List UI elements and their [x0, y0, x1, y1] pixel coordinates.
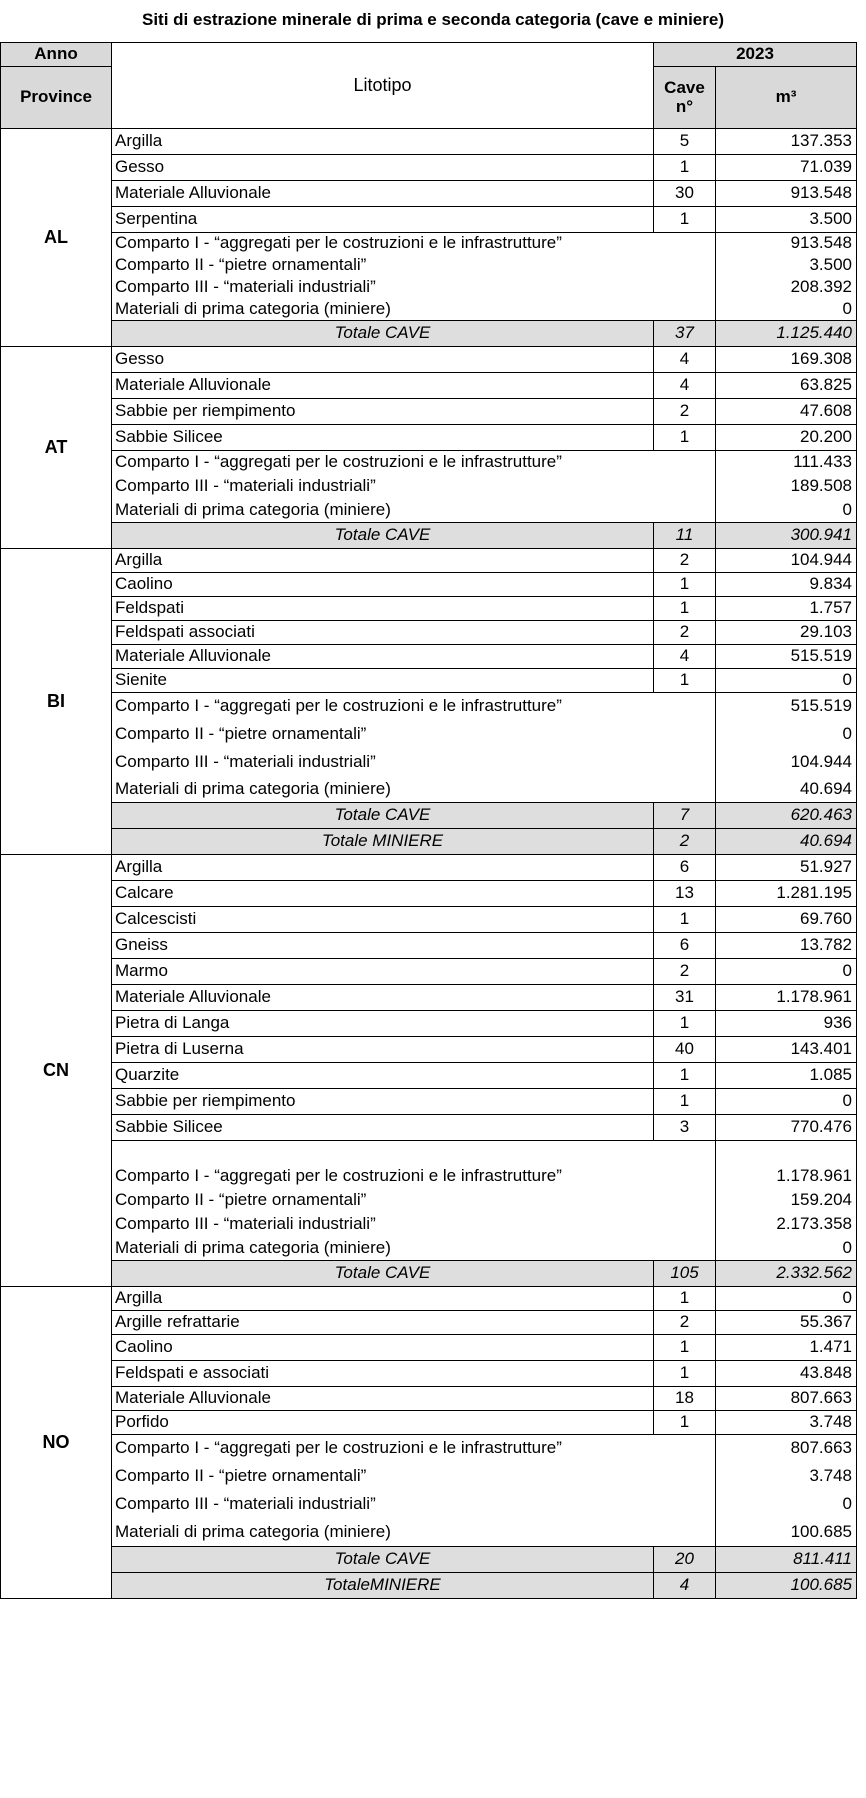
- litotipo-cell: Comparto III - “materiali industriali”: [112, 1491, 716, 1519]
- litotipo-cell: Calcare: [112, 881, 654, 907]
- litotipo-cell: Gneiss: [112, 933, 654, 959]
- cave-count-cell: 3: [654, 1115, 716, 1141]
- volume-cell: 1.757: [716, 597, 857, 621]
- volume-cell: 0: [716, 1491, 857, 1519]
- litotipo-cell: Materiali di prima categoria (miniere): [112, 1237, 716, 1261]
- volume-cell: 913.548: [716, 181, 857, 207]
- litotipo-cell: Comparto III - “materiali industriali”: [112, 1213, 716, 1237]
- total-volume: 620.463: [716, 803, 857, 829]
- litotipo-cell: Calcescisti: [112, 907, 654, 933]
- volume-cell: 20.200: [716, 425, 857, 451]
- volume-cell: 807.663: [716, 1387, 857, 1411]
- volume-cell: 3.500: [716, 255, 857, 277]
- volume-cell: 13.782: [716, 933, 857, 959]
- table-row: [1, 1237, 857, 1261]
- cave-count-cell: 2: [654, 1311, 716, 1335]
- volume-cell: 1.178.961: [716, 985, 857, 1011]
- litotipo-cell: Materiali di prima categoria (miniere): [112, 499, 716, 523]
- table-row: [1, 399, 857, 425]
- table-row: [1, 1089, 857, 1115]
- volume-cell: 807.663: [716, 1435, 857, 1463]
- total-count: 11: [654, 523, 716, 549]
- litotipo-cell: Caolino: [112, 573, 654, 597]
- table-row: [1, 933, 857, 959]
- volume-cell: 0: [716, 721, 857, 749]
- volume-cell: 770.476: [716, 1115, 857, 1141]
- total-volume: 811.411: [716, 1547, 857, 1573]
- cave-count-cell: 2: [654, 399, 716, 425]
- table-row: [1, 645, 857, 669]
- total-row: [1, 1573, 857, 1599]
- litotipo-cell: Comparto I - “aggregati per le costruzioni e le infrastrutture”: [112, 451, 716, 475]
- litotipo-cell: Comparto I - “aggregati per le costruzioni e le infrastrutture”: [112, 1165, 716, 1189]
- table-row: [1, 1063, 857, 1089]
- litotipo-cell: Gesso: [112, 347, 654, 373]
- table-row: [1, 1335, 857, 1361]
- litotipo-cell: Sabbie per riempimento: [112, 399, 654, 425]
- table-row: [1, 207, 857, 233]
- litotipo-cell: Argilla: [112, 1287, 654, 1311]
- volume-cell: 51.927: [716, 855, 857, 881]
- volume-cell: 104.944: [716, 549, 857, 573]
- litotipo-cell: Pietra di Langa: [112, 1011, 654, 1037]
- total-count: 4: [654, 1573, 716, 1599]
- table-row: [1, 1213, 857, 1237]
- volume-cell: 137.353: [716, 129, 857, 155]
- litotipo-cell: Comparto II - “pietre ornamentali”: [112, 255, 716, 277]
- table-row: [1, 255, 857, 277]
- volume-cell: 189.508: [716, 475, 857, 499]
- total-label: Totale CAVE: [112, 1261, 654, 1287]
- volume-cell: 69.760: [716, 907, 857, 933]
- table-row: [1, 1287, 857, 1311]
- table-row: [1, 1411, 857, 1435]
- table-row: [1, 1311, 857, 1335]
- volume-cell: 43.848: [716, 1361, 857, 1387]
- cave-count-cell: 30: [654, 181, 716, 207]
- table-row: [1, 155, 857, 181]
- total-row: [1, 803, 857, 829]
- header-m3: m³: [716, 67, 857, 129]
- volume-cell: 29.103: [716, 621, 857, 645]
- cave-count-cell: 1: [654, 907, 716, 933]
- cave-count-cell: 1: [654, 155, 716, 181]
- table-row: [1, 693, 857, 721]
- table-row: [1, 373, 857, 399]
- cave-count-cell: 5: [654, 129, 716, 155]
- cave-count-cell: 1: [654, 1411, 716, 1435]
- header-anno: Anno: [1, 43, 112, 67]
- volume-cell: 47.608: [716, 399, 857, 425]
- province-cell: BI: [1, 549, 112, 855]
- litotipo-cell: Pietra di Luserna: [112, 1037, 654, 1063]
- table-row: [1, 475, 857, 499]
- cave-count-cell: 1: [654, 1011, 716, 1037]
- table-row: [1, 277, 857, 299]
- table-row: [1, 881, 857, 907]
- table-row: [1, 1165, 857, 1189]
- table-row: [1, 1115, 857, 1141]
- table-row: [1, 721, 857, 749]
- volume-cell: 9.834: [716, 573, 857, 597]
- total-label: Totale CAVE: [112, 523, 654, 549]
- total-count: 105: [654, 1261, 716, 1287]
- total-volume: 2.332.562: [716, 1261, 857, 1287]
- cave-count-cell: 31: [654, 985, 716, 1011]
- table-body: [1, 43, 857, 1599]
- province-cell: AL: [1, 129, 112, 347]
- table-row: [1, 1189, 857, 1213]
- table-row: [1, 749, 857, 777]
- volume-cell: 1.471: [716, 1335, 857, 1361]
- table-row: [1, 1361, 857, 1387]
- cave-count-cell: 2: [654, 621, 716, 645]
- cave-count-cell: 18: [654, 1387, 716, 1411]
- table-row: [1, 549, 857, 573]
- table-row: [1, 669, 857, 693]
- litotipo-cell: Feldspati associati: [112, 621, 654, 645]
- total-label: Totale MINIERE: [112, 829, 654, 855]
- cave-count-cell: 1: [654, 1287, 716, 1311]
- header-row-year: [1, 43, 857, 67]
- table-row: [1, 1387, 857, 1411]
- total-label: Totale CAVE: [112, 803, 654, 829]
- table-row: [1, 347, 857, 373]
- volume-cell: 0: [716, 1089, 857, 1115]
- table-row: [1, 855, 857, 881]
- volume-cell: 63.825: [716, 373, 857, 399]
- header-province: Province: [1, 67, 112, 129]
- litotipo-cell: Marmo: [112, 959, 654, 985]
- table-row: [1, 1011, 857, 1037]
- volume-cell: 0: [716, 299, 857, 321]
- litotipo-cell: Argilla: [112, 549, 654, 573]
- cave-count-cell: 1: [654, 425, 716, 451]
- table-row: [1, 985, 857, 1011]
- cave-count-cell: 2: [654, 959, 716, 985]
- litotipo-cell: Materiale Alluvionale: [112, 985, 654, 1011]
- province-cell: AT: [1, 347, 112, 549]
- total-label: Totale CAVE: [112, 321, 654, 347]
- table-row: [1, 1435, 857, 1463]
- cave-count-cell: 1: [654, 669, 716, 693]
- litotipo-cell: Comparto I - “aggregati per le costruzioni e le infrastrutture”: [112, 233, 716, 255]
- total-count: 37: [654, 321, 716, 347]
- cave-count-cell: 1: [654, 597, 716, 621]
- litotipo-cell: Argilla: [112, 129, 654, 155]
- table-row: [1, 777, 857, 803]
- volume-cell: 0: [716, 499, 857, 523]
- volume-cell: 100.685: [716, 1519, 857, 1547]
- table-row: [1, 233, 857, 255]
- total-volume: 300.941: [716, 523, 857, 549]
- litotipo-cell: Comparto II - “pietre ornamentali”: [112, 721, 716, 749]
- volume-cell: 169.308: [716, 347, 857, 373]
- litotipo-cell: Sabbie per riempimento: [112, 1089, 654, 1115]
- litotipo-cell: Quarzite: [112, 1063, 654, 1089]
- total-row: [1, 829, 857, 855]
- total-label: TotaleMINIERE: [112, 1573, 654, 1599]
- litotipo-cell: Comparto I - “aggregati per le costruzioni e le infrastrutture”: [112, 1435, 716, 1463]
- litotipo-cell: Materiale Alluvionale: [112, 1387, 654, 1411]
- litotipo-cell: Materiali di prima categoria (miniere): [112, 299, 716, 321]
- total-count: 20: [654, 1547, 716, 1573]
- litotipo-cell: Argille refrattarie: [112, 1311, 654, 1335]
- table-row: [1, 129, 857, 155]
- volume-cell: 1.085: [716, 1063, 857, 1089]
- litotipo-cell: Sabbie Silicee: [112, 425, 654, 451]
- volume-cell: 159.204: [716, 1189, 857, 1213]
- litotipo-cell: Caolino: [112, 1335, 654, 1361]
- volume-cell: 0: [716, 669, 857, 693]
- cave-count-cell: 1: [654, 573, 716, 597]
- table-row: [1, 1141, 857, 1165]
- cave-count-cell: 1: [654, 1335, 716, 1361]
- header-litotipo: Litotipo: [112, 43, 654, 129]
- total-row: [1, 523, 857, 549]
- litotipo-cell: Comparto III - “materiali industriali”: [112, 475, 716, 499]
- litotipo-cell: Sienite: [112, 669, 654, 693]
- litotipo-cell: [112, 1141, 716, 1165]
- cave-count-cell: 4: [654, 645, 716, 669]
- table-row: [1, 959, 857, 985]
- litotipo-cell: Porfido: [112, 1411, 654, 1435]
- litotipo-cell: Materiale Alluvionale: [112, 181, 654, 207]
- volume-cell: 0: [716, 959, 857, 985]
- table-row: [1, 1037, 857, 1063]
- province-cell: NO: [1, 1287, 112, 1599]
- total-volume: 40.694: [716, 829, 857, 855]
- litotipo-cell: Comparto II - “pietre ornamentali”: [112, 1463, 716, 1491]
- litotipo-cell: Comparto I - “aggregati per le costruzioni e le infrastrutture”: [112, 693, 716, 721]
- cave-count-cell: 13: [654, 881, 716, 907]
- cave-count-cell: 1: [654, 1063, 716, 1089]
- cave-count-cell: 4: [654, 373, 716, 399]
- volume-cell: 40.694: [716, 777, 857, 803]
- cave-count-cell: 4: [654, 347, 716, 373]
- litotipo-cell: Argilla: [112, 855, 654, 881]
- total-label: Totale CAVE: [112, 1547, 654, 1573]
- table-row: [1, 499, 857, 523]
- volume-cell: 0: [716, 1287, 857, 1311]
- header-cave-line2: n°: [675, 96, 694, 116]
- litotipo-cell: Serpentina: [112, 207, 654, 233]
- cave-count-cell: 1: [654, 1089, 716, 1115]
- table-row: [1, 621, 857, 645]
- table-row: [1, 299, 857, 321]
- litotipo-cell: Feldspati e associati: [112, 1361, 654, 1387]
- volume-cell: 0: [716, 1237, 857, 1261]
- volume-cell: 3.748: [716, 1463, 857, 1491]
- header-cave-count: [654, 67, 716, 129]
- total-volume: 1.125.440: [716, 321, 857, 347]
- table-row: [1, 597, 857, 621]
- litotipo-cell: Comparto III - “materiali industriali”: [112, 749, 716, 777]
- volume-cell: 208.392: [716, 277, 857, 299]
- cave-count-cell: 6: [654, 855, 716, 881]
- total-row: [1, 1261, 857, 1287]
- table-row: [1, 181, 857, 207]
- volume-cell: 2.173.358: [716, 1213, 857, 1237]
- litotipo-cell: Gesso: [112, 155, 654, 181]
- table-row: [1, 451, 857, 475]
- litotipo-cell: Materiale Alluvionale: [112, 373, 654, 399]
- header-cave-line1: Cave: [664, 77, 705, 97]
- table-row: [1, 1491, 857, 1519]
- volume-cell: 143.401: [716, 1037, 857, 1063]
- total-row: [1, 321, 857, 347]
- volume-cell: 913.548: [716, 233, 857, 255]
- volume-cell: 1.178.961: [716, 1165, 857, 1189]
- volume-cell: 3.500: [716, 207, 857, 233]
- cave-count-cell: 6: [654, 933, 716, 959]
- volume-cell: 71.039: [716, 155, 857, 181]
- total-volume: 100.685: [716, 1573, 857, 1599]
- cave-count-cell: 1: [654, 207, 716, 233]
- total-count: 7: [654, 803, 716, 829]
- litotipo-cell: Comparto III - “materiali industriali”: [112, 277, 716, 299]
- litotipo-cell: Feldspati: [112, 597, 654, 621]
- mineral-extraction-table: [0, 42, 857, 1599]
- header-year: 2023: [654, 43, 857, 67]
- table-row: [1, 425, 857, 451]
- volume-cell: 515.519: [716, 645, 857, 669]
- volume-cell: 3.748: [716, 1411, 857, 1435]
- litotipo-cell: Comparto II - “pietre ornamentali”: [112, 1189, 716, 1213]
- table-row: [1, 573, 857, 597]
- litotipo-cell: Materiali di prima categoria (miniere): [112, 777, 716, 803]
- volume-cell: 104.944: [716, 749, 857, 777]
- volume-cell: [716, 1141, 857, 1165]
- table-row: [1, 1519, 857, 1547]
- cave-count-cell: 40: [654, 1037, 716, 1063]
- volume-cell: 515.519: [716, 693, 857, 721]
- total-count: 2: [654, 829, 716, 855]
- table-row: [1, 1463, 857, 1491]
- total-row: [1, 1547, 857, 1573]
- province-cell: CN: [1, 855, 112, 1287]
- litotipo-cell: Sabbie Silicee: [112, 1115, 654, 1141]
- litotipo-cell: Materiali di prima categoria (miniere): [112, 1519, 716, 1547]
- volume-cell: 936: [716, 1011, 857, 1037]
- litotipo-cell: Materiale Alluvionale: [112, 645, 654, 669]
- volume-cell: 1.281.195: [716, 881, 857, 907]
- cave-count-cell: 1: [654, 1361, 716, 1387]
- table-title: Siti di estrazione minerale di prima e seconda categoria (cave e miniere): [141, 10, 724, 29]
- volume-cell: 55.367: [716, 1311, 857, 1335]
- volume-cell: 111.433: [716, 451, 857, 475]
- cave-count-cell: 2: [654, 549, 716, 573]
- table-row: [1, 907, 857, 933]
